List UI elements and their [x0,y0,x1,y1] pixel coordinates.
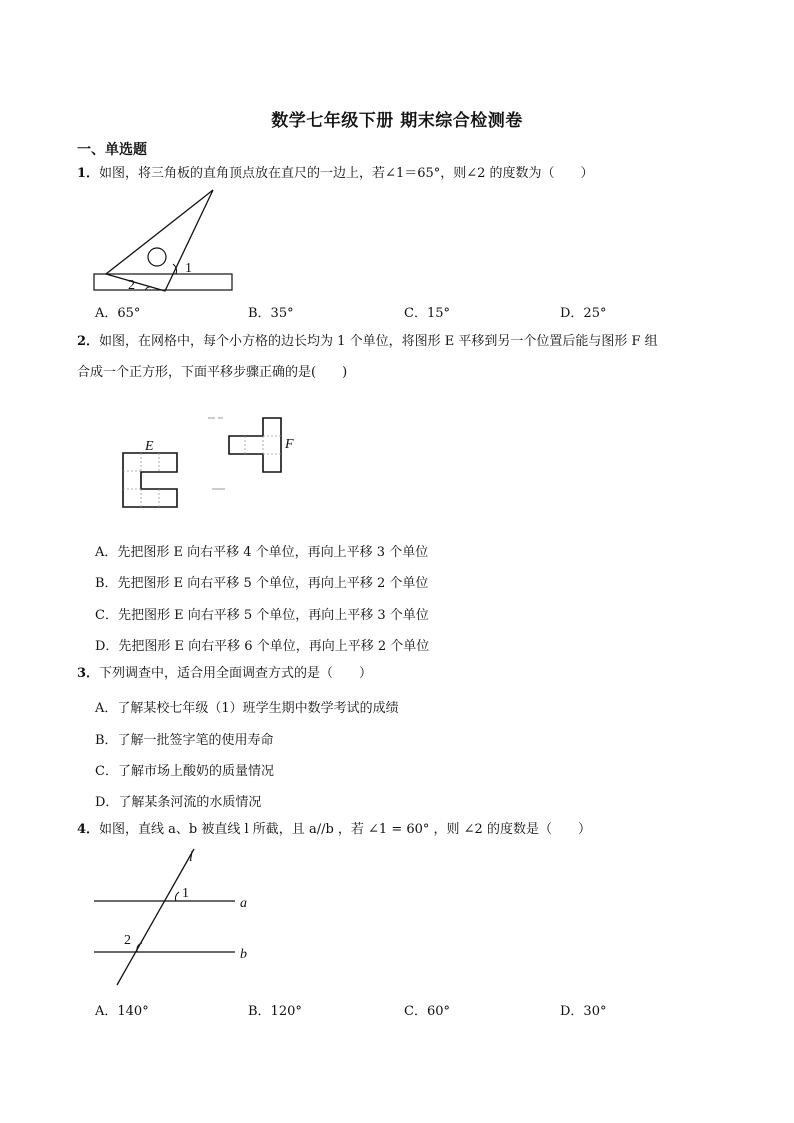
shape-f [229,418,281,472]
option-a[interactable]: A．65° [95,306,141,321]
question-number: 4． [77,822,100,837]
option-a[interactable]: A．140° [95,1004,149,1019]
question-number: 2． [77,334,100,349]
page-title: 数学七年级下册 期末综合检测卷 [271,111,523,131]
line-l [117,849,194,985]
question-2-line-2: 合成一个正方形，下面平移步骤正确的是( ) [77,365,348,380]
triangle-hole [148,248,166,266]
question-4 [77,822,591,838]
option-c[interactable]: C．了解市场上酸奶的质量情况 [95,764,274,779]
figure-triangle-ruler [90,188,240,293]
label-e: E [145,439,154,454]
question-text: 如图，直线 a、b 被直线 l 所截，且 a//b ，若 ∠1 = 60° ，则 ∠2 的度数是（ ） [99,822,591,837]
label-a: a [240,896,247,911]
option-b[interactable]: B．35° [248,306,294,321]
label-b: b [240,947,247,962]
question-text: 如图，在网格中，每个小方格的边长均为 1 个单位，将图形 E 平移到另一个位置后能与图形 F 组 [99,334,658,349]
option-b[interactable]: B．先把图形 E 向右平移 5 个单位，再向上平移 2 个单位 [95,576,429,591]
label-angle-1: 1 [185,261,192,276]
option-a[interactable]: A．了解某校七年级（1）班学生期中数学考试的成绩 [95,701,399,716]
question-1 [77,166,594,182]
figure-grid-shapes [115,410,305,510]
option-d[interactable]: D．了解某条河流的水质情况 [95,795,262,810]
shape-e [123,453,177,507]
angle-1-arc [175,892,179,901]
option-d[interactable]: D．30° [560,1004,607,1019]
option-d[interactable]: D．25° [560,306,607,321]
triangle [106,190,213,291]
label-angle-2: 2 [124,933,131,948]
question-2-line-1 [77,334,658,350]
question-text: 下列调查中，适合用全面调查方式的是（ ） [99,666,373,681]
option-d[interactable]: D．先把图形 E 向右平移 6 个单位，再向上平移 2 个单位 [95,639,430,654]
option-b[interactable]: B．了解一批签字笔的使用寿命 [95,733,274,748]
label-f: F [285,437,294,452]
angle-2-arc [137,943,142,952]
figure-parallel-lines [90,845,270,990]
section-heading: 一、单选题 [77,142,147,158]
question-3 [77,666,372,682]
label-l: l [189,850,193,865]
label-angle-1: 1 [182,886,189,901]
option-c[interactable]: C．15° [404,306,450,321]
question-number: 1． [77,166,100,181]
label-angle-2: 2 [128,278,135,293]
question-text: 如图，将三角板的直角顶点放在直尺的一边上，若∠1＝65°，则∠2 的度数为（ ） [99,166,594,181]
option-c[interactable]: C．先把图形 E 向右平移 5 个单位，再向上平移 3 个单位 [95,608,429,623]
question-number: 3． [77,666,100,681]
option-c[interactable]: C．60° [404,1004,450,1019]
option-a[interactable]: A．先把图形 E 向右平移 4 个单位，再向上平移 3 个单位 [95,545,429,560]
option-b[interactable]: B．120° [248,1004,302,1019]
